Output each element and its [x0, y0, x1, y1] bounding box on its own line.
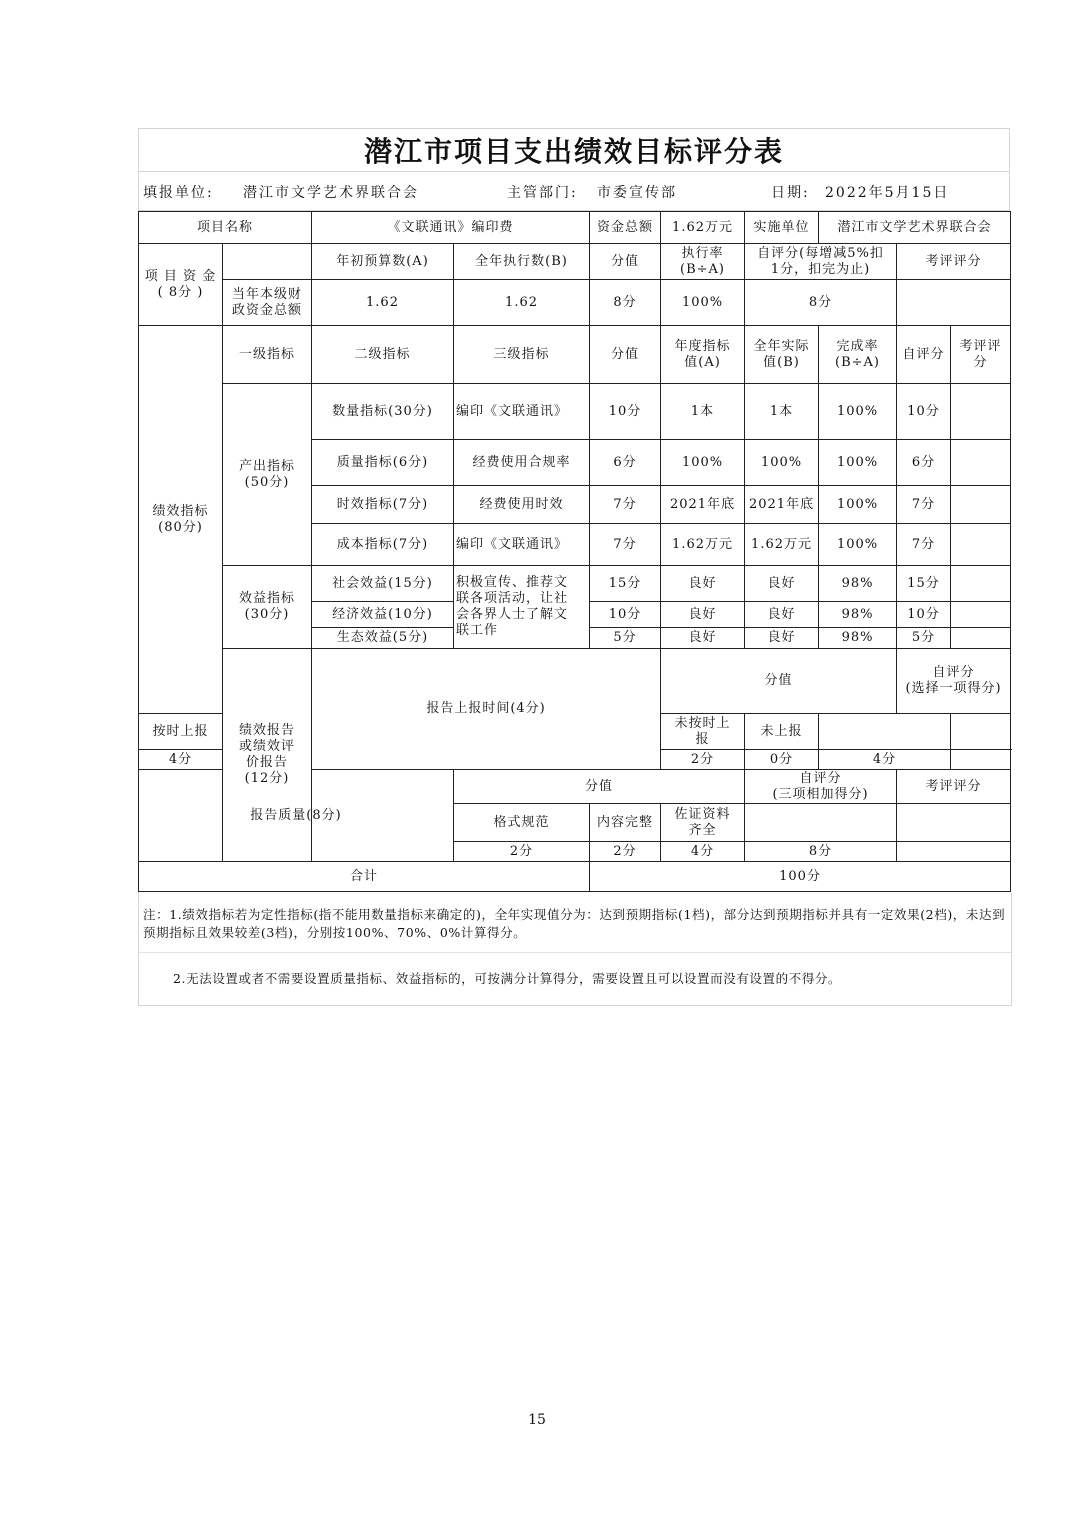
benefit-self: 5分	[897, 628, 951, 649]
perf-label: 绩效指标 (80分)	[139, 326, 223, 714]
report-time-header-row	[139, 649, 1011, 714]
output-target: 1本	[661, 384, 745, 440]
benefit-actual: 良好	[745, 602, 819, 628]
page-number: 15	[528, 1412, 546, 1428]
col-completion-rate: 完成率 (B÷A)	[819, 326, 897, 384]
output-score: 7分	[590, 524, 661, 566]
funds-score: 8分	[590, 280, 661, 326]
output-review	[951, 486, 1011, 524]
table-row	[139, 384, 1011, 440]
benefit-target: 良好	[661, 566, 745, 602]
benefit-score: 15分	[590, 566, 661, 602]
report-quality-option: 格式规范	[454, 804, 590, 842]
note-1: 注：1.绩效指标若为定性指标(指不能用数量指标来确定的)，全年实现值分为：达到预期指标(1档)，部分达到预期指标并具有一定效果(2档)，未达到预期指标且效果较差(3档)，分别按100%、70%、0%计算得分。	[139, 892, 1011, 953]
report-time-score: 0分	[745, 750, 819, 770]
benefit-actual: 良好	[745, 566, 819, 602]
sheet-title: 潜江市项目支出绩效目标评分表	[363, 135, 784, 168]
output-actual: 2021年底	[745, 486, 819, 524]
dept-label: 主管部门:	[507, 185, 578, 201]
table-row	[139, 566, 1011, 602]
output-l3: 编印《文联通讯》	[454, 524, 590, 566]
total-funds-label: 资金总额	[590, 212, 661, 244]
output-target: 100%	[661, 440, 745, 486]
info-row	[138, 171, 1010, 211]
output-l2: 数量指标(30分)	[312, 384, 454, 440]
report-time-self-label: 自评分 (选择一项得分)	[897, 649, 1011, 714]
evaluation-table	[138, 211, 1011, 892]
col-perf-self: 自评分	[897, 326, 951, 384]
col-target: 年度指标 值(A)	[661, 326, 745, 384]
total-funds-value: 1.62万元	[661, 212, 745, 244]
benefit-rate: 98%	[819, 628, 897, 649]
report-time-review-blank	[951, 714, 1011, 750]
report-time-option: 按时上报	[139, 714, 223, 750]
output-review	[951, 524, 1011, 566]
output-actual: 1本	[745, 384, 819, 440]
benefit-review	[951, 628, 1011, 649]
col-exec-rate: 执行率 (B÷A)	[661, 244, 745, 280]
col-level2: 二级指标	[312, 326, 454, 384]
unit-label: 填报单位:	[143, 185, 214, 201]
sheet-title-box	[138, 128, 1010, 171]
report-quality-review	[897, 842, 1011, 862]
output-self: 6分	[897, 440, 951, 486]
benefit-label: 效益指标 (30分)	[223, 566, 312, 649]
col-perf-score: 分值	[590, 326, 661, 384]
funds-data-row	[139, 280, 1011, 326]
funds-label: 项 目 资 金 ( 8分 )	[139, 244, 223, 326]
report-quality-self: 8分	[745, 842, 897, 862]
output-review	[951, 384, 1011, 440]
output-score: 6分	[590, 440, 661, 486]
funds-self: 8分	[745, 280, 897, 326]
benefit-l3: 积极宣传、推荐文 联各项活动，让社 会各界人士了解文 联工作	[454, 566, 590, 649]
report-quality-option: 佐证资料 齐全	[661, 804, 745, 842]
benefit-rate: 98%	[819, 566, 897, 602]
score-sheet	[138, 128, 1010, 1006]
benefit-score: 5分	[590, 628, 661, 649]
output-rate: 100%	[819, 384, 897, 440]
report-quality-score-label: 分值	[454, 770, 745, 804]
output-score: 10分	[590, 384, 661, 440]
col-budget: 年初预算数(A)	[312, 244, 454, 280]
output-actual: 1.62万元	[745, 524, 819, 566]
report-quality-self-label: 自评分 (三项相加得分)	[745, 770, 897, 804]
funds-header-row	[139, 244, 1011, 280]
output-l3: 经费使用合规率	[454, 440, 590, 486]
benefit-self: 15分	[897, 566, 951, 602]
funds-budget: 1.62	[312, 280, 454, 326]
benefit-target: 良好	[661, 602, 745, 628]
output-score: 7分	[590, 486, 661, 524]
report-quality-label: 报告质量(8分)	[139, 770, 454, 862]
funds-executed: 1.62	[454, 280, 590, 326]
report-time-score-label: 分值	[661, 649, 897, 714]
date-label: 日期:	[771, 185, 810, 201]
total-row	[139, 862, 1011, 892]
output-actual: 100%	[745, 440, 819, 486]
output-rate: 100%	[819, 486, 897, 524]
report-quality-score: 2分	[590, 842, 661, 862]
perf-header-row	[139, 326, 1011, 384]
output-l3: 经费使用时效	[454, 486, 590, 524]
impl-unit-label: 实施单位	[745, 212, 819, 244]
benefit-l2: 经济效益(10分)	[312, 602, 454, 628]
benefit-l2: 生态效益(5分)	[312, 628, 454, 649]
output-l2: 质量指标(6分)	[312, 440, 454, 486]
report-time-option: 未按时上 报	[661, 714, 745, 750]
output-rate: 100%	[819, 440, 897, 486]
output-target: 2021年底	[661, 486, 745, 524]
report-quality-self-blank	[745, 804, 897, 842]
report-time-review	[951, 750, 1011, 770]
col-funds-score: 分值	[590, 244, 661, 280]
unit-value: 潜江市文学艺术界联合会	[243, 185, 419, 201]
benefit-l2: 社会效益(15分)	[312, 566, 454, 602]
report-quality-option: 内容完整	[590, 804, 661, 842]
col-actual: 全年实际 值(B)	[745, 326, 819, 384]
note-2: 2.无法设置或者不需要设置质量指标、效益指标的，可按满分计算得分，需要设置且可以设置而没有设置的不得分。	[173, 971, 842, 986]
col-level1: 一级指标	[223, 326, 312, 384]
output-l2: 时效指标(7分)	[312, 486, 454, 524]
report-quality-review-blank	[897, 804, 1011, 842]
benefit-review	[951, 566, 1011, 602]
funds-review	[897, 280, 1011, 326]
output-label: 产出指标 (50分)	[223, 384, 312, 566]
col-executed: 全年执行数(B)	[454, 244, 590, 280]
project-header-row	[139, 212, 1011, 244]
impl-unit-value: 潜江市文学艺术界联合会	[819, 212, 1011, 244]
total-value: 100分	[590, 862, 1011, 892]
funds-blank-cell	[223, 244, 312, 280]
funds-rate: 100%	[661, 280, 745, 326]
output-rate: 100%	[819, 524, 897, 566]
col-perf-review: 考评评 分	[951, 326, 1011, 384]
benefit-score: 10分	[590, 602, 661, 628]
benefit-self: 10分	[897, 602, 951, 628]
notes	[138, 892, 1012, 1006]
project-name-label: 项目名称	[139, 212, 312, 244]
report-time-label: 报告上报时间(4分)	[312, 649, 661, 770]
total-label: 合计	[139, 862, 590, 892]
benefit-actual: 良好	[745, 628, 819, 649]
output-target: 1.62万元	[661, 524, 745, 566]
benefit-review	[951, 602, 1011, 628]
funds-row-label: 当年本级财 政资金总额	[223, 280, 312, 326]
output-review	[951, 440, 1011, 486]
dept-value: 市委宣传部	[597, 185, 677, 201]
output-l2: 成本指标(7分)	[312, 524, 454, 566]
output-self: 10分	[897, 384, 951, 440]
report-time-self-blank	[819, 714, 951, 750]
output-l3: 编印《文联通讯》	[454, 384, 590, 440]
output-self: 7分	[897, 524, 951, 566]
report-time-score: 2分	[661, 750, 745, 770]
report-time-self: 4分	[819, 750, 951, 770]
project-name-value: 《文联通讯》编印费	[312, 212, 590, 244]
benefit-target: 良好	[661, 628, 745, 649]
report-time-score: 4分	[139, 750, 223, 770]
col-level3: 三级指标	[454, 326, 590, 384]
report-quality-score: 2分	[454, 842, 590, 862]
date-value: 2022年5月15日	[825, 185, 950, 201]
report-quality-review-label: 考评评分	[897, 770, 1011, 804]
benefit-rate: 98%	[819, 602, 897, 628]
report-time-option: 未上报	[745, 714, 819, 750]
col-funds-self: 自评分(每增减5%扣 1分，扣完为止)	[745, 244, 897, 280]
col-funds-review: 考评评分	[897, 244, 1011, 280]
output-self: 7分	[897, 486, 951, 524]
report-quality-score: 4分	[661, 842, 745, 862]
report-label: 绩效报告 或绩效评 价报告 (12分)	[223, 649, 312, 862]
